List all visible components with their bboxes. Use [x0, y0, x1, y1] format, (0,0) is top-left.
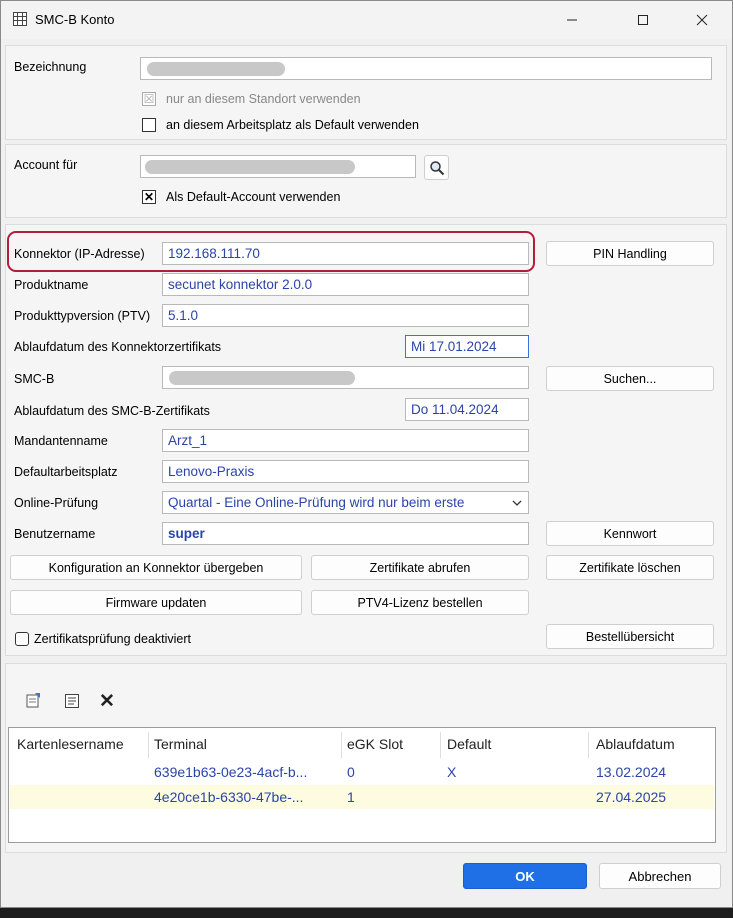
close-button[interactable] — [679, 1, 725, 39]
kennwort-button[interactable]: Kennwort — [546, 521, 714, 546]
produktname-field[interactable]: secunet konnektor 2.0.0 — [162, 273, 529, 296]
redacted-value — [145, 160, 355, 174]
cell-egk-slot: 1 — [347, 789, 355, 805]
bezeichnung-label: Bezeichnung — [14, 60, 87, 74]
kartenleser-table — [8, 727, 716, 843]
close-icon — [696, 14, 708, 26]
ablauf-smcb-label: Ablaufdatum des SMC-B-Zertifikats — [14, 404, 210, 418]
edit-icon — [25, 691, 43, 709]
default-account-label: Als Default-Account verwenden — [166, 190, 341, 204]
window-title: SMC-B Konto — [35, 12, 115, 27]
table-row-selected[interactable] — [10, 785, 714, 809]
table-header-ablaufdatum[interactable]: Ablaufdatum — [596, 736, 675, 752]
pin-handling-button[interactable]: PIN Handling — [546, 241, 714, 266]
smcb-field[interactable] — [162, 366, 529, 389]
ablauf-konnektor-label: Ablaufdatum des Konnektorzertifikats — [14, 340, 222, 354]
cell-default: X — [447, 764, 457, 780]
cell-terminal: 4e20ce1b-6330-47be-... — [154, 789, 304, 805]
column-separator — [148, 732, 149, 758]
bezeichnung-input[interactable] — [140, 57, 712, 80]
table-header-egk-slot[interactable]: eGK Slot — [347, 736, 404, 752]
default-arbeitsplatz-checkbox[interactable] — [142, 118, 156, 132]
ptv-label: Produkttypversion (PTV) — [14, 309, 151, 323]
column-separator — [341, 732, 342, 758]
cell-terminal: 639e1b63-0e23-4acf-b... — [154, 764, 308, 780]
ablauf-smcb-field[interactable]: Do 11.04.2024 — [405, 398, 529, 421]
details-icon — [64, 693, 80, 709]
edit-button[interactable] — [25, 691, 43, 712]
online-pruefung-select[interactable] — [162, 491, 529, 514]
online-pruefung-label: Online-Prüfung — [14, 496, 99, 510]
default-arbeitsplatz-label: an diesem Arbeitsplatz als Default verwenden — [166, 118, 419, 132]
bestelluebersicht-button[interactable]: Bestellübersicht — [546, 624, 714, 649]
redacted-value — [169, 371, 355, 385]
konnektor-ip-input[interactable]: 192.168.111.70 — [162, 242, 529, 265]
benutzer-field[interactable]: super — [162, 522, 529, 545]
mandant-field[interactable]: Arzt_1 — [162, 429, 529, 452]
standort-label: nur an diesem Standort verwenden — [166, 92, 361, 106]
zertifikatspruefung-checkbox[interactable] — [15, 632, 29, 646]
table-header-terminal[interactable]: Terminal — [154, 736, 207, 752]
zertifikatspruefung-label: Zertifikatsprüfung deaktiviert — [34, 632, 192, 646]
table-header-kartenlesername[interactable]: Kartenlesername — [17, 736, 124, 752]
smcb-search-button[interactable]: Suchen... — [546, 366, 714, 391]
redacted-value — [147, 62, 285, 76]
online-pruefung-value: Quartal - Eine Online-Prüfung wird nur beim erste — [168, 495, 465, 510]
zertifikate-abrufen-button[interactable]: Zertifikate abrufen — [311, 555, 529, 580]
maximize-icon — [637, 14, 649, 26]
konfiguration-button[interactable]: Konfiguration an Konnektor übergeben — [10, 555, 302, 580]
defaultarbeitsplatz-label: Defaultarbeitsplatz — [14, 465, 118, 479]
search-icon — [429, 160, 445, 176]
bezeichnung-section — [5, 45, 727, 140]
delete-button[interactable] — [99, 690, 115, 713]
minimize-button[interactable] — [549, 1, 595, 39]
column-separator — [588, 732, 589, 758]
minimize-icon — [566, 14, 578, 26]
cell-ablaufdatum: 13.02.2024 — [596, 764, 667, 780]
maximize-button[interactable] — [620, 1, 666, 39]
account-search-button[interactable] — [424, 155, 449, 180]
details-button[interactable] — [64, 693, 80, 712]
chevron-down-icon — [512, 499, 522, 507]
default-account-checkbox[interactable]: ✕ — [143, 190, 155, 204]
smcb-label: SMC-B — [14, 372, 55, 386]
ptv-field[interactable]: 5.1.0 — [162, 304, 529, 327]
abbrechen-button[interactable]: Abbrechen — [599, 863, 721, 889]
account-label: Account für — [14, 158, 78, 172]
ok-button[interactable]: OK — [463, 863, 587, 889]
ablauf-konnektor-field[interactable]: Mi 17.01.2024 — [405, 335, 529, 358]
defaultarbeitsplatz-field[interactable]: Lenovo-Praxis — [162, 460, 529, 483]
mandant-label: Mandantenname — [14, 434, 108, 448]
benutzer-label: Benutzername — [14, 527, 96, 541]
konnektor-label: Konnektor (IP-Adresse) — [14, 247, 145, 261]
column-separator — [440, 732, 441, 758]
app-grid-icon — [13, 12, 27, 26]
cell-egk-slot: 0 — [347, 764, 355, 780]
delete-icon: ✕ — [99, 691, 115, 712]
account-input[interactable] — [140, 155, 416, 178]
title-bar — [1, 1, 732, 39]
account-section — [5, 144, 727, 218]
standort-checkbox[interactable]: ☒ — [143, 92, 155, 106]
firmware-button[interactable]: Firmware updaten — [10, 590, 302, 615]
ptv4-button[interactable]: PTV4-Lizenz bestellen — [311, 590, 529, 615]
table-header-default[interactable]: Default — [447, 736, 492, 752]
cell-ablaufdatum: 27.04.2025 — [596, 789, 667, 805]
table-row[interactable] — [10, 760, 714, 784]
produktname-label: Produktname — [14, 278, 89, 292]
zertifikate-loeschen-button[interactable]: Zertifikate löschen — [546, 555, 714, 580]
